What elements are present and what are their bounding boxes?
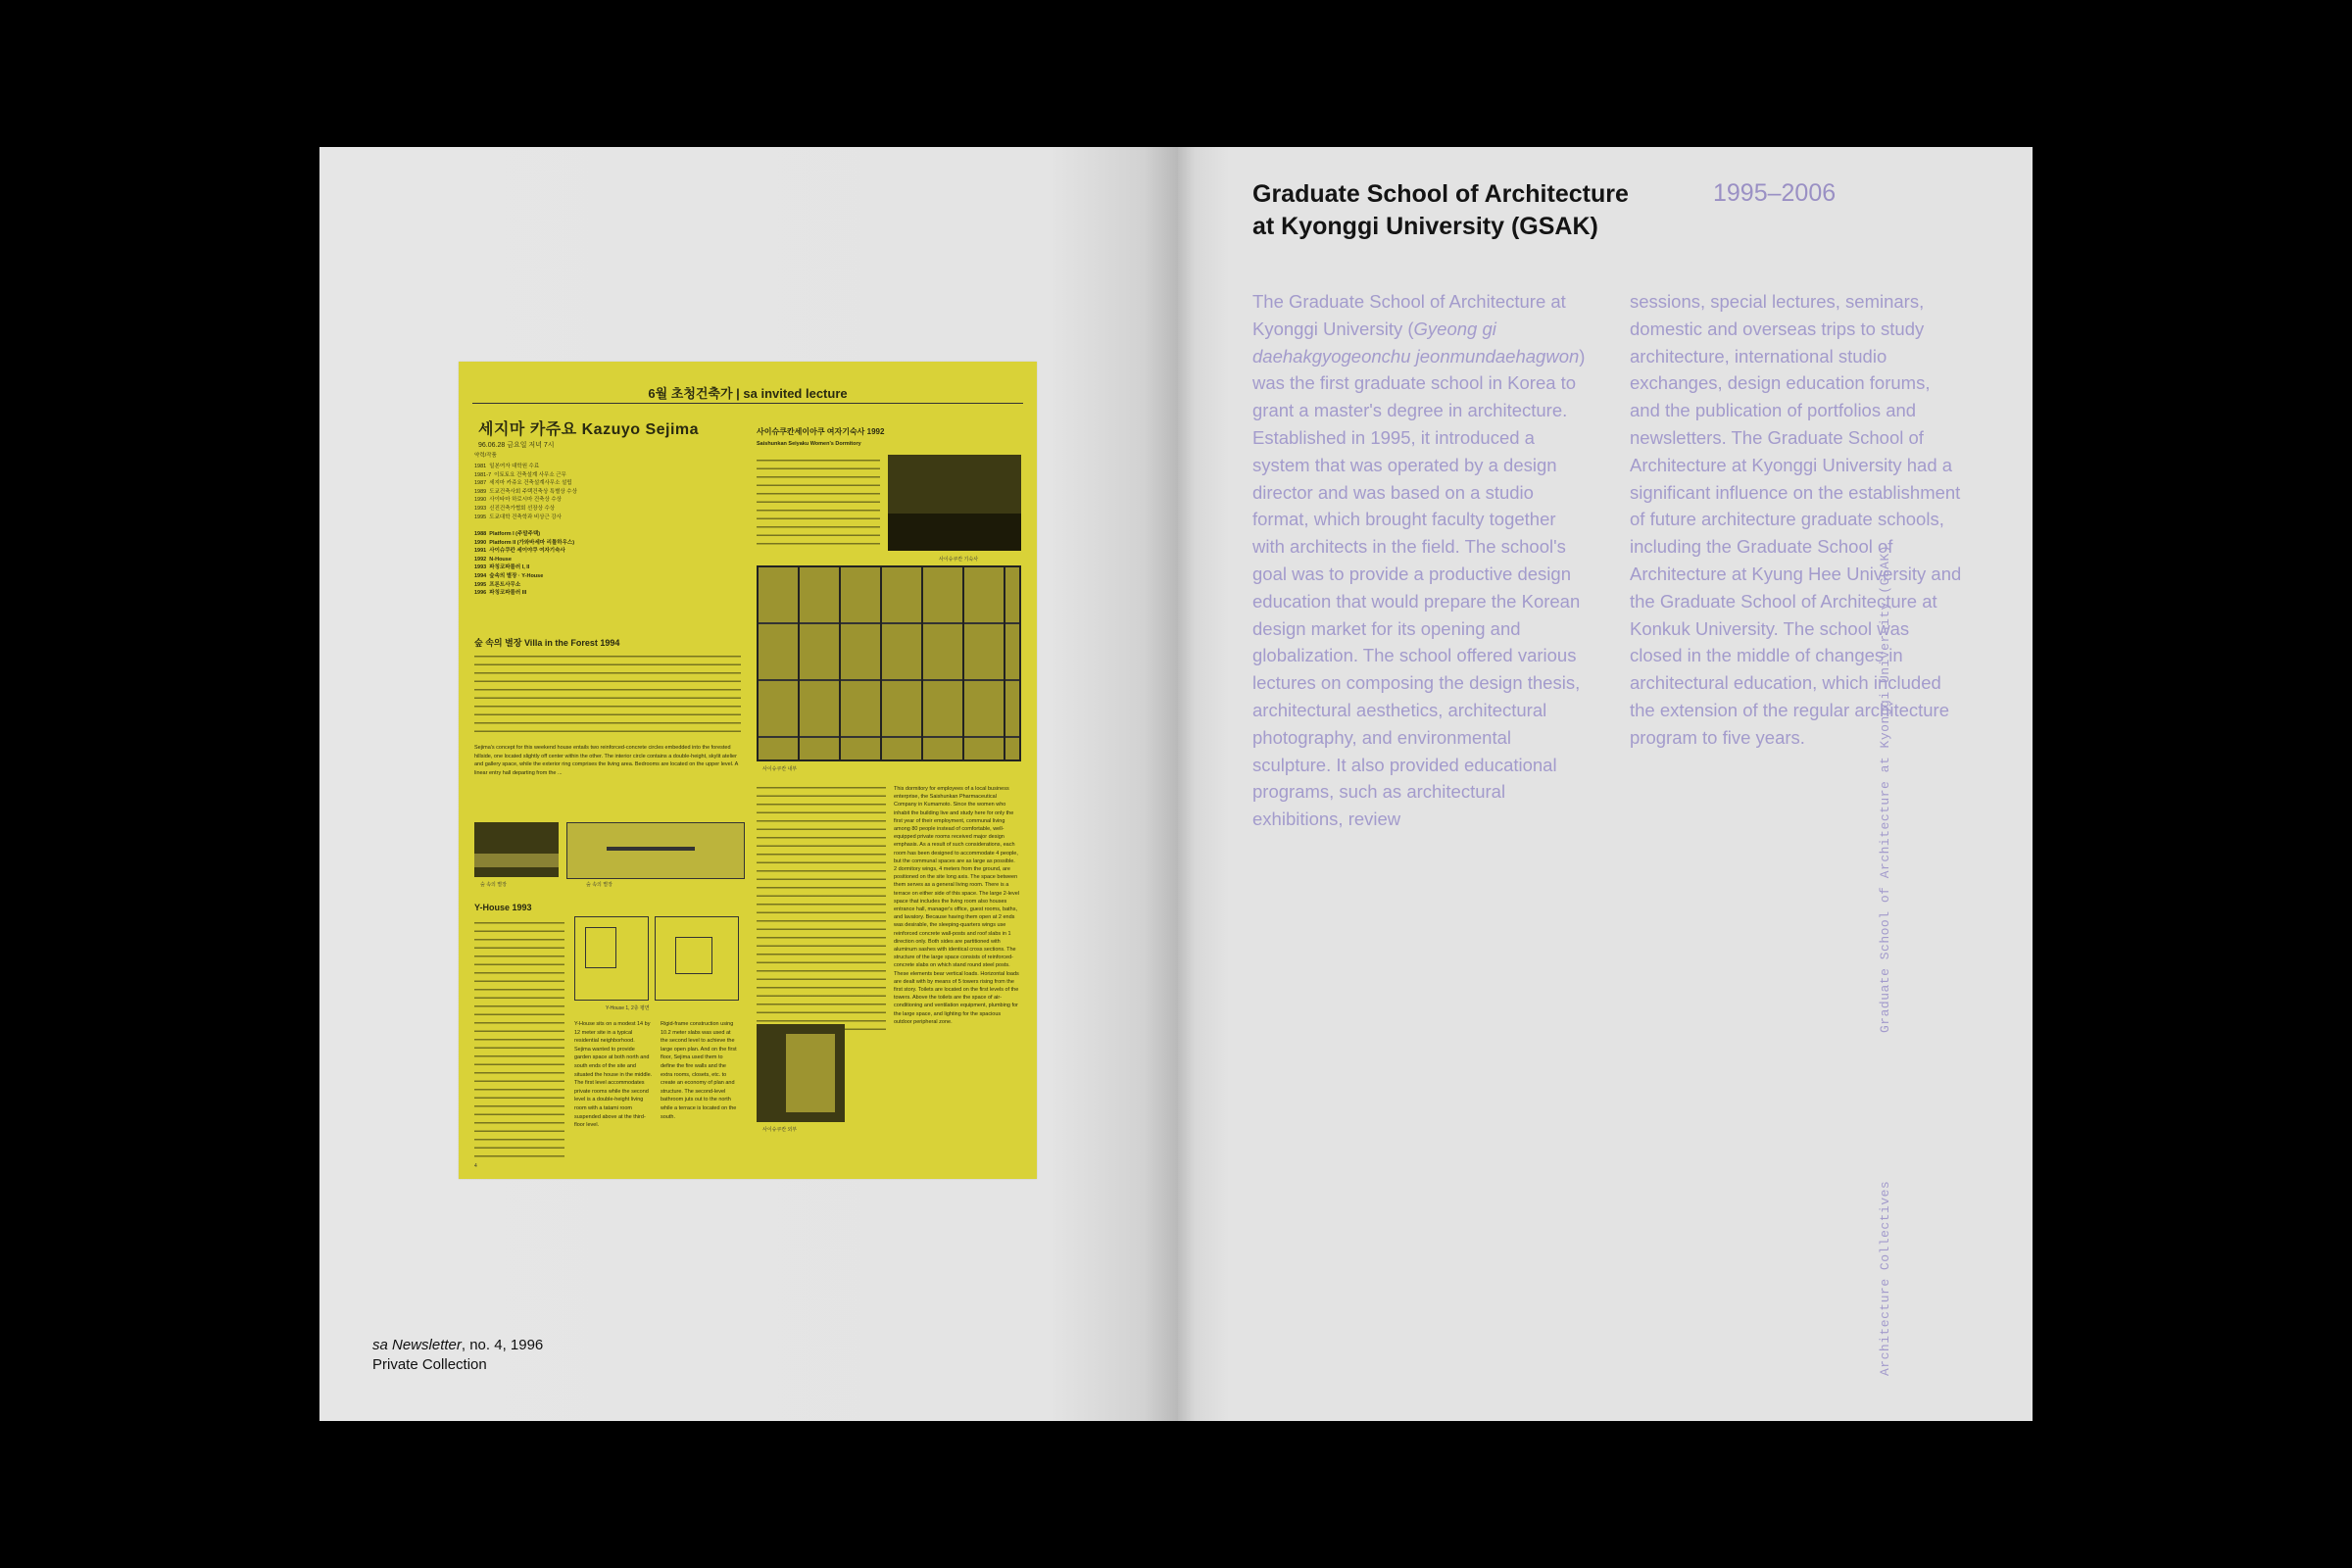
- yhouse-plan-1: [574, 916, 649, 1001]
- scan-works: 1988 Platform I (주말주택) 1990 Platform II (가와바세마 리틀하우스) 1991 사이슈쿠칸 세이야쿠 여자기숙사 1992 N-House 1993 파칭코파를러 I, II 1994 숲속의 별장 · Y-House 1995 프론트사무소 1996 파칭코파를러 III: [474, 531, 575, 597]
- title-line-2: at Kyonggi University (GSAK): [1252, 213, 1598, 240]
- year-range: 1995–2006: [1713, 179, 1837, 207]
- scan-villa-heading: 숲 속의 별장 Villa in the Forest 1994: [474, 638, 620, 648]
- scan-yhouse-english-2: Rigid-frame construction using 10.2 meter slabs was used at the second level to achieve the large open plan. And on the first floor, Sejima used them to define the fire walls and the extra rooms, closets, etc. to create an economy of plan and structure. The second-level bathroom juts out to the north while a terrace is located on the south.: [661, 1021, 737, 1120]
- book-spread: [319, 147, 2033, 1421]
- yhouse-plan-caption: Y-House 1, 2층 평면: [606, 1005, 650, 1011]
- body-column-2: sessions, special lectures, seminars, domestic and overseas trips to study architecture, international studio exchanges, design education forums, and the publication of portfolios and newsletters. The Graduate School of Architecture at Kyonggi University had a significant influence on the establishment of future architecture graduate schools, including the Graduate School of Architecture at Kyung Hee University and the Graduate School of Architecture at Konkuk University. The school was closed in the middle of changes in architectural education, which included the extension of the regular architecture program to five years.: [1630, 291, 1962, 748]
- dorm-caption-2: 사이슈쿠칸 내부: [762, 766, 798, 772]
- villa-photo-1: [474, 822, 559, 877]
- body-text-1a: The Graduate School of Architecture at Kyonggi University (: [1252, 291, 1566, 339]
- scan-page-number: 4: [474, 1163, 477, 1169]
- scan-rule: [472, 403, 1023, 404]
- scan-bio-heading: 약력/작품: [474, 453, 497, 459]
- section-name-vertical: Architecture Collectives: [1878, 1180, 1892, 1376]
- newsletter-scan: [459, 362, 1037, 1179]
- body-text-1b: ) was the first graduate school in Korea to grant a master's degree in architecture. Established in 1995, it introduced a system that was operated by a design director and was based on a studio format, which brought faculty together with architects in the field. The school's goal was to provide a productive design education that would prepare the Korean design market for its opening and globalization. The school offered various lectures on composing the design thesis, architectural aesthetics, architectural photography, and environmental sculpture. It also provided educational programs, such as architectural exhibitions, review: [1252, 345, 1586, 830]
- scan-villa-english-text: Sejima's concept for this weekend house entails two reinforced-concrete circles embedded into the forested hillside, one located slightly off center within the other. The interior circle contains a double-height, skylit atelier and gallery space, while the exterior ring comprises the living area. Bedrooms are located on the upper level. A linear entry hall departing from the ...: [474, 745, 739, 776]
- image-credit: [372, 1336, 543, 1375]
- villa-caption-1: 숲 속의 별장: [480, 882, 507, 888]
- dorm-caption-3: 사이슈쿠칸 외부: [762, 1127, 798, 1133]
- scan-architect-name: 세지마 카쥬요 Kazuyo Sejima: [478, 421, 700, 438]
- yhouse-plan-2: [655, 916, 739, 1001]
- korean-name-italic: Gyeong gi daehakgyogeonchu jeonmundaehagwon: [1252, 318, 1580, 367]
- scan-bio: 1981 일본여자 대학원 수료 1981-7 이토토요 건축설계 사무소 근무 1987 세지마 카쥬요 건축설계사무소 설립 1989 도쿄건축사회 주택건축상 특별상 수상 1990 사이타마 하로시마 건축상 수상 1993 신진건축가협회 선장상 수상 1995 도쿄대학 건축학과 비상근 강사: [474, 464, 577, 520]
- left-page: [319, 147, 1178, 1421]
- dorm-caption-1: 사이슈쿠칸 기숙사: [939, 557, 979, 563]
- scan-villa-korean-text: [474, 656, 741, 736]
- scan-dorm-heading: 사이슈쿠칸세이아쿠 여자기숙사 1992: [757, 427, 885, 436]
- dorm-photo-1: [888, 455, 1021, 551]
- villa-photo-2: [566, 822, 745, 879]
- scan-lecture-date: 96.06.28 금요일 저녁 7시: [478, 442, 555, 449]
- dorm-photo-2: [757, 1024, 845, 1122]
- scan-dorm-korean-text-2: [757, 787, 886, 1032]
- scan-header: 6월 초청건축가 | sa invited lecture: [648, 386, 848, 401]
- scan-yhouse-korean-text: [474, 922, 564, 1157]
- running-head-vertical: Graduate School of Architecture at Kyonggi University (GSAK): [1878, 544, 1892, 1033]
- scan-dorm-korean-text-1: [757, 460, 880, 546]
- credit-publication: sa Newsletter: [372, 1337, 462, 1353]
- title-line-1: Graduate School of Architecture: [1252, 180, 1629, 208]
- scan-dorm-heading-en: Saishunkan Seiyaku Women's Dormitory: [757, 441, 861, 447]
- credit-collection: Private Collection: [372, 1356, 487, 1373]
- body-column-1: [1252, 288, 1588, 833]
- credit-issue: , no. 4, 1996: [461, 1337, 544, 1353]
- page-title: [1252, 178, 1629, 243]
- scan-yhouse-heading: Y-House 1993: [474, 903, 532, 912]
- dorm-interior-photo: [757, 565, 1021, 761]
- scan-dorm-english-text: This dormitory for employees of a local business enterprise, the Saishunkan Pharmaceutical Company in Kumamoto. Since the women who inhabit the building live and study here for only the first year of their employment, communal living among 80 people instead of comfortable, well-equipped private rooms received major design emphasis. As a result of such considerations, each room has been designed to accommodate 4 people, but the communal spaces are as large as possible. 2 dormitory wings, 4 meters from the ground, are positioned on the site long axis. The space between them serves as a general living room. There is a terrace on either side of this space. The large 2-level space that includes the living room also houses entrance hall, manager's office, guest rooms, baths, and lavatory. Because having them open at 2 ends was desirable, the sleeping-quarters wings use reinforced concrete wall-posts and roof slabs in 1 direction only. Both sides are partitioned with aluminum sashes with identical cross sections. The structure of the large space consists of reinforced-concrete slabs on which stand round steel posts. These elements bear vertical loads. Horizontal loads are dealt with by means of 5 towers rising from the first story. Toilets are located on the first levels of the towers. Above the toilets are the space of air-conditioning and ventilation equipment, plumbing for the large space, and lighting for the spacious outdoor peripheral zone.: [894, 786, 1019, 1025]
- villa-caption-2: 숲 속의 별장: [586, 882, 612, 888]
- right-page: [1178, 147, 2033, 1421]
- scan-yhouse-english-1: Y-House sits on a modest 14 by 12 meter site in a typical residential neighborhood. Sejima wanted to provide garden space at both north and south ends of the site and situated the house in the middle. The first level accommodates private rooms while the second level is a double-height living room with a tatami room suspended above at the third-floor level.: [574, 1021, 653, 1129]
